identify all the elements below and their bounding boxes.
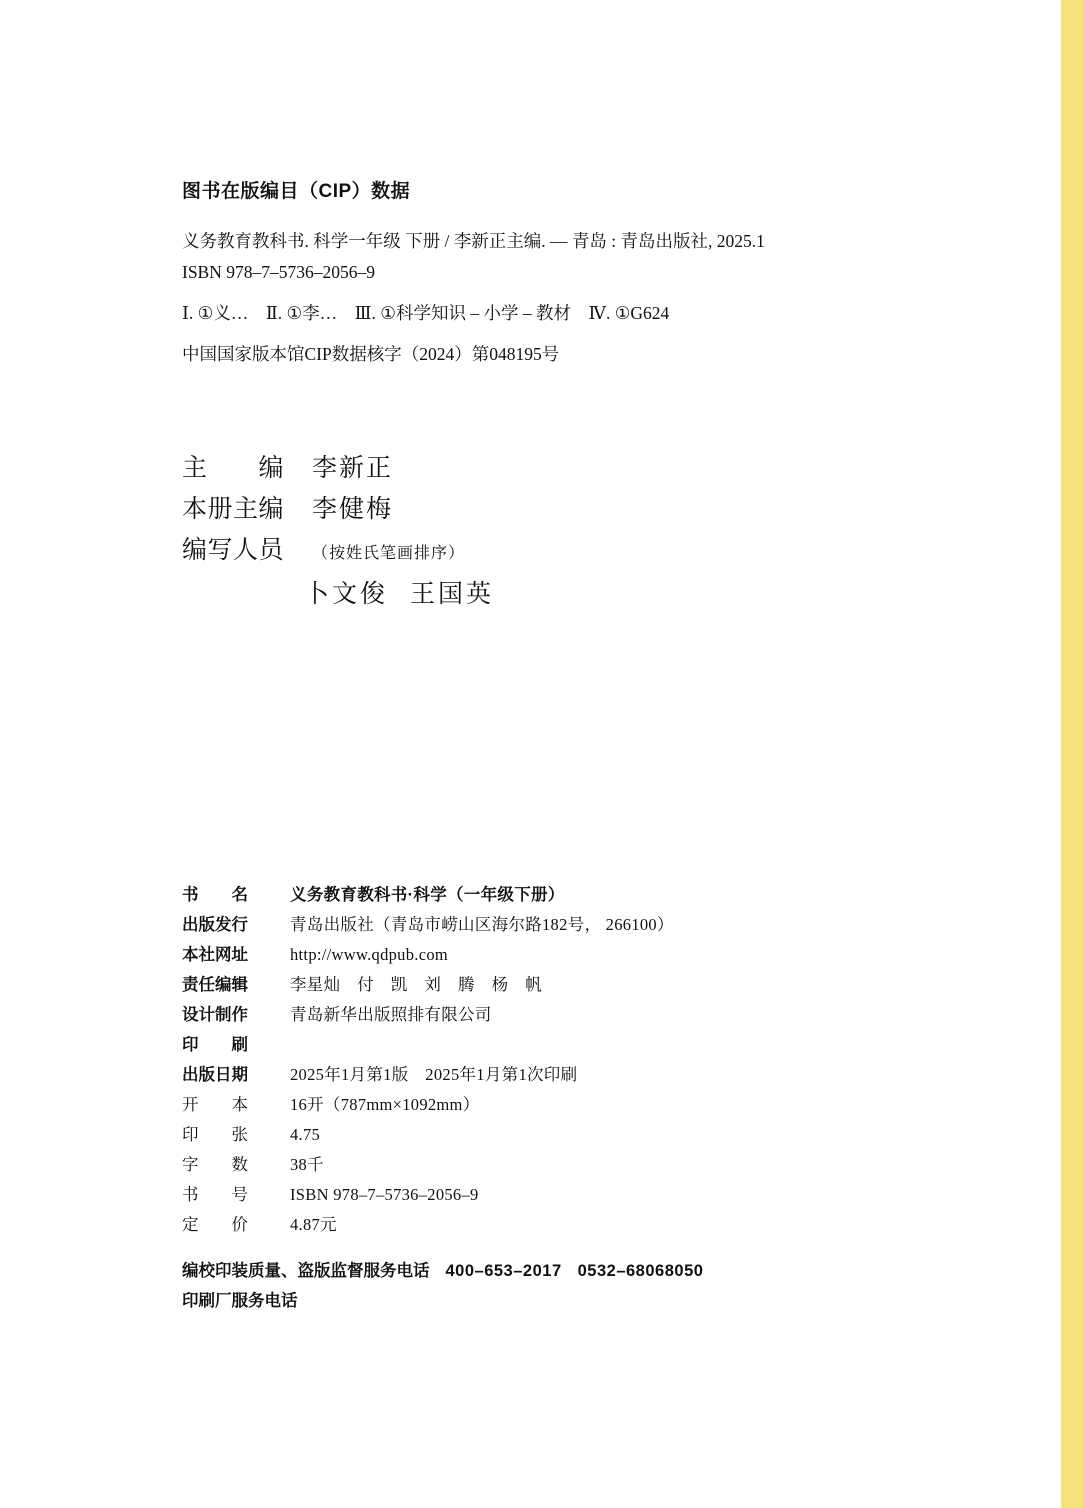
- colophon-label-publisher: 出版发行: [182, 916, 248, 934]
- colophon-row: [182, 1120, 703, 1150]
- colophon-value-publisher: 青岛出版社（青岛市崂山区海尔路182号， 266100）: [290, 915, 674, 934]
- editor-row-chief: [182, 448, 494, 489]
- colophon-label-price: 定 价: [182, 1216, 248, 1234]
- cip-body: [182, 226, 765, 370]
- cip-line-archive-number: 中国国家版本馆CIP数据核字（2024）第048195号: [182, 344, 560, 364]
- colophon-value-design: 青岛新华出版照排有限公司: [290, 1005, 492, 1024]
- colophon-value-word-count: 38千: [290, 1155, 324, 1174]
- colophon-value-sheets: 4.75: [290, 1125, 321, 1144]
- colophon-value-format: 16开（787mm×1092mm）: [290, 1095, 480, 1114]
- cip-heading: 图书在版编目（CIP）数据: [182, 181, 411, 202]
- colophon-label-book-name: 书 名: [182, 886, 248, 904]
- volume-editor-name: 李健梅: [312, 496, 394, 523]
- editor-row-writers: [182, 530, 494, 574]
- chief-editor-name: 李新正: [312, 455, 394, 482]
- editors-block: [182, 448, 494, 615]
- editor-row-writer-names: [182, 574, 494, 615]
- page-edge-decoration: [1061, 0, 1083, 1508]
- volume-editor-label: 本册主编: [182, 496, 285, 523]
- colophon-row: [182, 970, 703, 1000]
- cip-line-isbn: ISBN 978–7–5736–2056–9: [182, 262, 375, 282]
- writer-name-2: 王国英: [410, 581, 495, 608]
- colophon-label-printing: 印 刷: [182, 1036, 248, 1054]
- colophon-row: [182, 1030, 703, 1060]
- colophon-row: [182, 1090, 703, 1120]
- colophon-value-book-number: ISBN 978–7–5736–2056–9: [290, 1185, 479, 1204]
- editor-row-volume: [182, 489, 494, 530]
- quality-service-phone-1: 400–653–2017: [445, 1262, 562, 1280]
- colophon-block: [182, 880, 703, 1316]
- colophon-row: [182, 1180, 703, 1210]
- writers-label: 编写人员: [182, 537, 285, 564]
- colophon-label-design: 设计制作: [182, 1006, 248, 1024]
- page-edge-gap: [1055, 0, 1061, 1508]
- writer-name-1: 卜文俊: [304, 581, 389, 608]
- writers-order-note: （按姓氏笔画排序）: [312, 545, 466, 562]
- colophon-label-format: 开 本: [182, 1096, 248, 1114]
- colophon-value-publish-date: 2025年1月第1版 2025年1月第1次印刷: [290, 1065, 578, 1084]
- colophon-value-responsible-editor: 李星灿 付 凯 刘 腾 杨 帆: [290, 975, 542, 994]
- colophon-label-responsible-editor: 责任编辑: [182, 976, 248, 994]
- printer-service-line: 印刷厂服务电话: [182, 1292, 298, 1310]
- colophon-label-sheets: 印 张: [182, 1126, 248, 1144]
- colophon-label-word-count: 字 数: [182, 1156, 248, 1174]
- colophon-label-website: 本社网址: [182, 946, 248, 964]
- quality-service-label: 编校印装质量、盗版监督服务电话: [182, 1262, 430, 1280]
- colophon-value-price: 4.87元: [290, 1215, 337, 1234]
- cip-line-classification: Ⅰ. ①义… Ⅱ. ①李… Ⅲ. ①科学知识 – 小学 – 教材 Ⅳ. ①G624: [182, 303, 670, 323]
- chief-editor-label: 主 编: [182, 455, 285, 482]
- cip-line-title: 义务教育教科书. 科学一年级 下册 / 李新正主编. — 青岛 : 青岛出版社, 2025.1: [182, 231, 765, 251]
- colophon-row: [182, 1000, 703, 1030]
- colophon-row: [182, 1210, 703, 1240]
- colophon-row: [182, 940, 703, 970]
- colophon-row: [182, 1150, 703, 1180]
- colophon-row: [182, 910, 703, 940]
- colophon-row: [182, 880, 703, 910]
- quality-service-line: [182, 1256, 703, 1286]
- colophon-value-website[interactable]: http://www.qdpub.com: [290, 945, 449, 964]
- colophon-label-publish-date: 出版日期: [182, 1066, 248, 1084]
- colophon-value-book-name: 义务教育教科书·科学（一年级下册）: [290, 886, 565, 904]
- quality-service-phone-2: 0532–68068050: [577, 1262, 704, 1280]
- colophon-row: [182, 1060, 703, 1090]
- colophon-label-book-number: 书 号: [182, 1186, 248, 1204]
